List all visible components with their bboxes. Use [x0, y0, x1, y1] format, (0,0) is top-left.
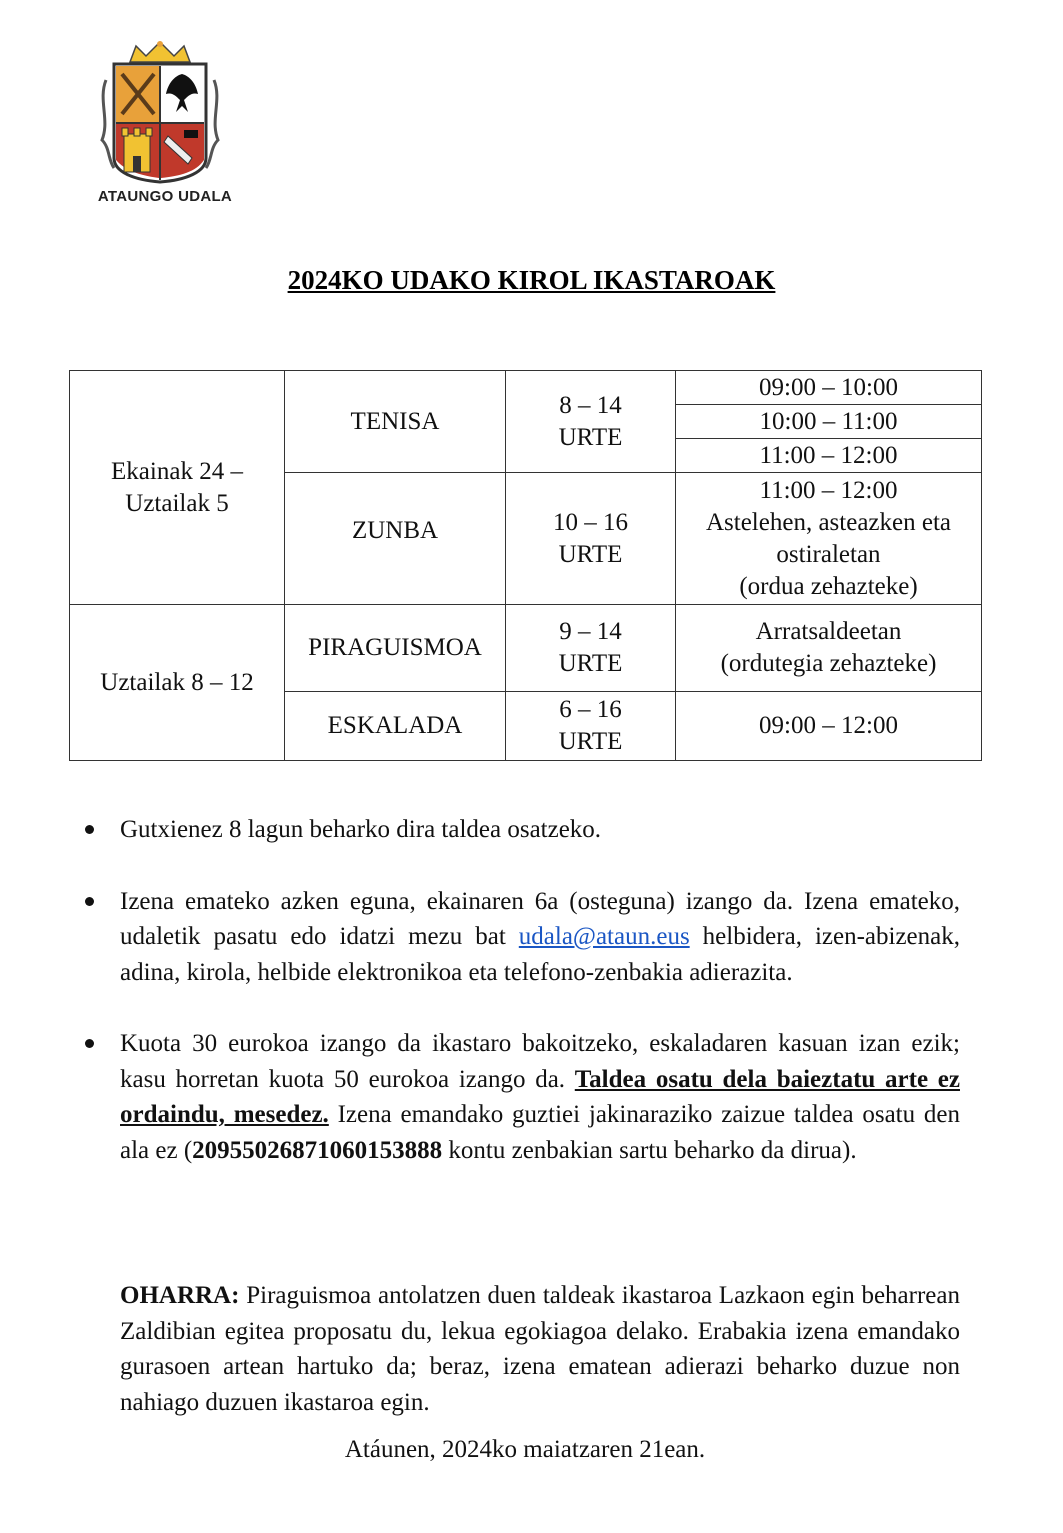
- account-number: 20955026871060153888: [192, 1136, 443, 1164]
- email-link[interactable]: udala@ataun.eus: [518, 923, 690, 950]
- time-tenisa-1: 09:00 – 10:00: [676, 371, 982, 405]
- bullet-icon: [85, 897, 94, 906]
- coat-of-arms-logo: [96, 40, 224, 188]
- period-cell-2: Uztailak 8 – 12: [70, 605, 285, 761]
- schedule-table: [69, 370, 982, 761]
- time-tenisa-3: 11:00 – 12:00: [676, 439, 982, 473]
- date-line: Atáunen, 2024ko maiatzaren 21ean.: [344, 1436, 706, 1463]
- payment-warning: Taldea osatu dela baieztatu arte ez ordaindu, mesedez.: [120, 1065, 960, 1128]
- list-item: Izena emateko azken eguna, ekainaren 6a (osteguna) izango da. Izena emateko, udaletik pasatu edo idatzi mezu bat udala@ataun.eus helbidera, izen-abizenak, adina, kirola, helbide elektronikoa eta telefono-zenbakia adierazita.: [80, 884, 960, 991]
- bullet-icon: [85, 1039, 94, 1048]
- age-piraguismoa: 9 – 14 URTE: [506, 605, 676, 692]
- activity-eskalada: ESKALADA: [285, 692, 506, 761]
- note-label: OHARRA:: [120, 1282, 240, 1309]
- logo-org-name: ATAUNGO UDALA: [97, 188, 233, 205]
- time-zunba: 11:00 – 12:00 Astelehen, asteazken eta ostiraletan (ordua zehazteke): [676, 473, 982, 605]
- time-tenisa-2: 10:00 – 11:00: [676, 405, 982, 439]
- list-item: Kuota 30 eurokoa izango da ikastaro bakoitzeko, eskaladaren kasuan izan ezik; kasu horretan kuota 50 eurokoa izango da. Taldea osatu dela baieztatu arte ez ordaindu, mesedez. Izena emandako guztiei jakinaraziko zaizue taldea osatu den ala ez (20955026871060153888 kontu zenbakian sartu beharko da dirua).: [80, 1026, 960, 1168]
- list-item: Gutxienez 8 lagun beharko dira taldea osatzeko.: [80, 812, 960, 848]
- activity-piraguismoa: PIRAGUISMOA: [285, 605, 506, 692]
- bullet-icon: [85, 825, 94, 834]
- activity-zunba: ZUNBA: [285, 473, 506, 605]
- age-tenisa: 8 – 14 URTE: [506, 371, 676, 473]
- age-eskalada: 6 – 16 URTE: [506, 692, 676, 761]
- note-paragraph: OHARRA: Piraguismoa antolatzen duen taldeak ikastaroa Lazkaon egin beharrean Zaldibian egitea proposatu du, lekua egokiagoa delako. Erabakia izena emandako gurasoen artean hartuko da; beraz, izena ematean adierazi beharko duzue non nahiago duzuen ikastaroa egin.: [120, 1282, 960, 1416]
- period-cell-1: Ekainak 24 – Uztailak 5: [70, 371, 285, 605]
- time-piraguismoa: Arratsaldeetan (ordutegia zehazteke): [676, 605, 982, 692]
- info-list: [80, 812, 960, 1204]
- time-eskalada: 09:00 – 12:00: [676, 692, 982, 761]
- age-zunba: 10 – 16 URTE: [506, 473, 676, 605]
- page-title: 2024KO UDAKO KIROL IKASTAROAK: [287, 265, 776, 295]
- activity-tenisa: TENISA: [285, 371, 506, 473]
